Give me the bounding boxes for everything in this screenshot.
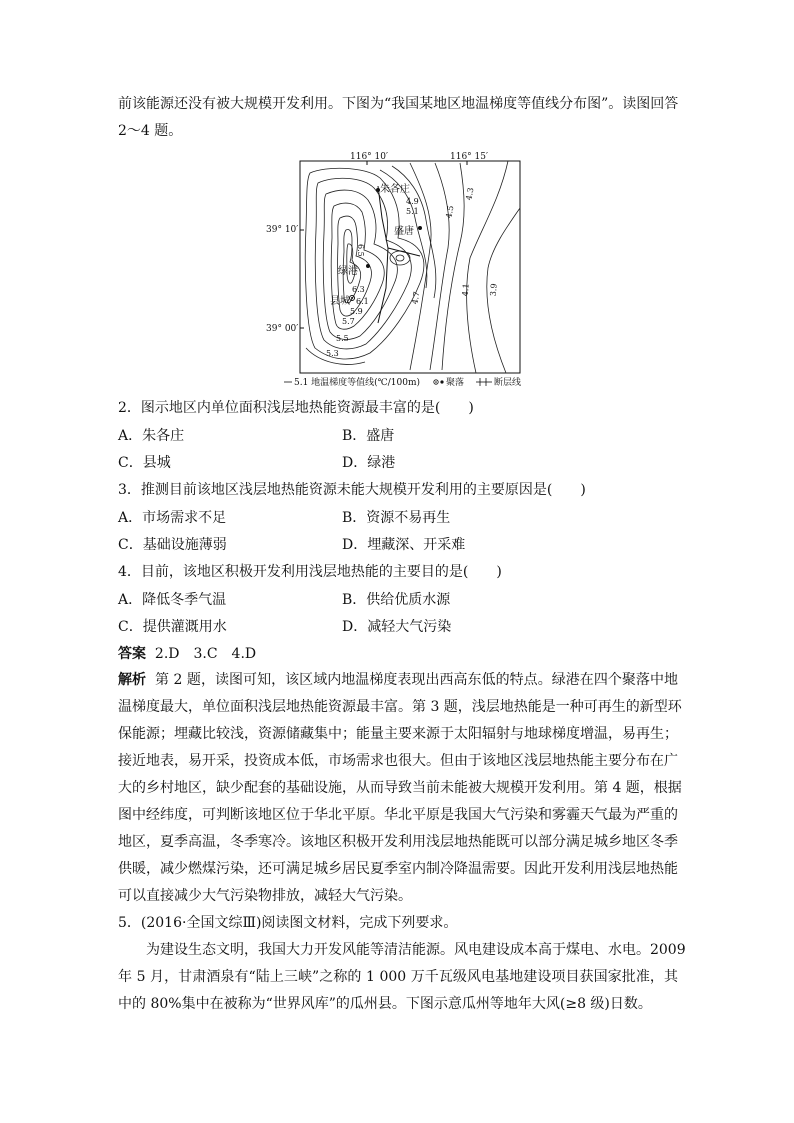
contour-label: 4.9 — [406, 197, 419, 206]
contour-label: 5.1 — [406, 207, 419, 216]
lon-label-2: 116° 15′ — [450, 152, 489, 162]
contour-label: 5.3 — [326, 349, 339, 358]
question-3-option-b[interactable]: B．资源不易再生 — [342, 510, 451, 526]
answer-line — [118, 644, 256, 664]
intro-line-2: 2～4 题。 — [118, 123, 183, 139]
contour-label: 6.1 — [356, 297, 369, 306]
question-5-stem: 5．(2016·全国文综Ⅲ)阅读图文材料，完成下列要求。 — [118, 915, 458, 931]
question-2-option-b[interactable]: B．盛唐 — [342, 428, 395, 444]
analysis-line-7: 地区，夏季高温，冬季寒冷。该地区积极开发利用浅层地热能既可以部分满足城乡地区冬季 — [118, 834, 678, 850]
contour-label: 5.9 — [350, 307, 363, 316]
contour-label: 3.9 — [488, 283, 499, 297]
answer-text: 2.D 3.C 4.D — [154, 646, 257, 662]
place-zhugezhuang: 朱各庄 — [380, 184, 410, 195]
question-2-option-a[interactable]: A．朱各庄 — [118, 428, 185, 444]
question-4-option-b[interactable]: B．供给优质水源 — [342, 592, 451, 608]
contour-label: 5.5 — [336, 334, 349, 343]
place-shengtang: 盛唐 — [394, 226, 414, 237]
question-3-option-a[interactable]: A．市场需求不足 — [118, 510, 227, 526]
analysis-label: 解析 — [118, 672, 147, 688]
contour-label: 5.7 — [342, 317, 355, 326]
lat-label-1: 39° 10′ — [266, 225, 299, 235]
settlement-shengtang-dot — [418, 226, 422, 230]
question-2-stem: 2．图示地区内单位面积浅层地热能资源最丰富的是( ) — [118, 400, 474, 416]
map-legend — [284, 376, 521, 388]
question-5-line-3: 中的 80%集中在被称为“世界风库”的瓜州县。下图示意瓜州等地年大风(≥8 级)日数。 — [118, 996, 652, 1012]
lat-label-2: 39° 00′ — [266, 324, 299, 334]
question-5-line-1: 为建设生态文明，我国大力开发风能等清洁能源。风电建设成本高于煤电、水电。2009 — [146, 942, 686, 958]
analysis-line-3: 保能源；埋藏比较浅，资源储藏集中；能量主要来源于太阳辐射与地球梯度增温，易再生； — [118, 726, 678, 742]
map-frame — [300, 161, 520, 373]
question-3-stem: 3．推测目前该地区浅层地热能资源未能大规模开发利用的主要原因是( ) — [118, 482, 586, 498]
analysis-line-5: 大的乡村地区，缺少配套的基础设施，从而导致当前未能被大规模开发利用。第 4 题，根据 — [118, 780, 682, 796]
settlement-lvgang-dot — [366, 264, 370, 268]
question-4-option-d[interactable]: D．减轻大气污染 — [342, 619, 452, 635]
question-2-option-d[interactable]: D．绿港 — [342, 455, 396, 471]
analysis-line-1 — [118, 670, 678, 690]
question-4-option-c[interactable]: C．提供灌溉用水 — [118, 619, 227, 635]
legend-fault: 断层线 — [494, 378, 522, 388]
analysis-line-4: 接近地表，易开采，投资成本低，市场需求也很大。但由于该地区浅层地热能主要分布在广 — [118, 753, 678, 769]
analysis-line-8: 供暖，减少燃煤污染，还可满足城乡居民夏季室内制冷降温需要。因此开发利用浅层地热能 — [118, 861, 678, 877]
place-lvgang: 绿港 — [338, 266, 358, 277]
question-4-stem: 4．目前，该地区积极开发利用浅层地热能的主要目的是( ) — [118, 564, 502, 580]
geothermal-contour-map — [266, 148, 560, 392]
answer-label: 答案 — [118, 646, 146, 662]
contour-label: 4.7 — [410, 290, 422, 305]
question-3-option-c[interactable]: C．基础设施薄弱 — [118, 537, 227, 553]
lon-label-1: 116° 10′ — [350, 152, 389, 162]
contour-label: 6.3 — [352, 285, 365, 294]
legend-contour: 5.1 地温梯度等值线(℃/100m) — [294, 378, 421, 388]
contour-label: 4.5 — [444, 204, 456, 219]
place-xiancheng: 县城 — [330, 296, 350, 307]
intro-line-1: 前该能源还没有被大规模开发利用。下图为“我国某地区地温梯度等值线分布图”。读图回答 — [118, 96, 679, 112]
analysis-line-2: 温梯度最大，单位面积浅层地热能资源最丰富。第 3 题，浅层地热能是一种可再生的新型环 — [118, 699, 682, 715]
contour-label: 4.1 — [460, 283, 471, 297]
analysis-line-9: 可以直接减少大气污染物排放，减轻大气污染。 — [118, 888, 412, 904]
question-4-option-a[interactable]: A．降低冬季气温 — [118, 592, 227, 608]
question-3-option-d[interactable]: D．埋藏深、开采难 — [342, 537, 466, 553]
legend-settlement: 聚落 — [446, 378, 465, 388]
question-5-line-2: 年 5 月，甘肃酒泉有“陆上三峡”之称的 1 000 万千瓦级风电基地建设项目获国家批准，其 — [118, 969, 678, 985]
contour-label: 4.3 — [464, 186, 476, 201]
analysis-text: 第 2 题，读图可知，该区域内地温梯度表现出西高东低的特点。绿港在四个聚落中地 — [155, 672, 678, 688]
analysis-line-6: 图中经纬度，可判断该地区位于华北平原。华北平原是我国大气污染和雾霾天气最为严重的 — [118, 807, 678, 823]
contour-label: 6.5 — [356, 244, 365, 257]
question-2-option-c[interactable]: C．县城 — [118, 455, 171, 471]
